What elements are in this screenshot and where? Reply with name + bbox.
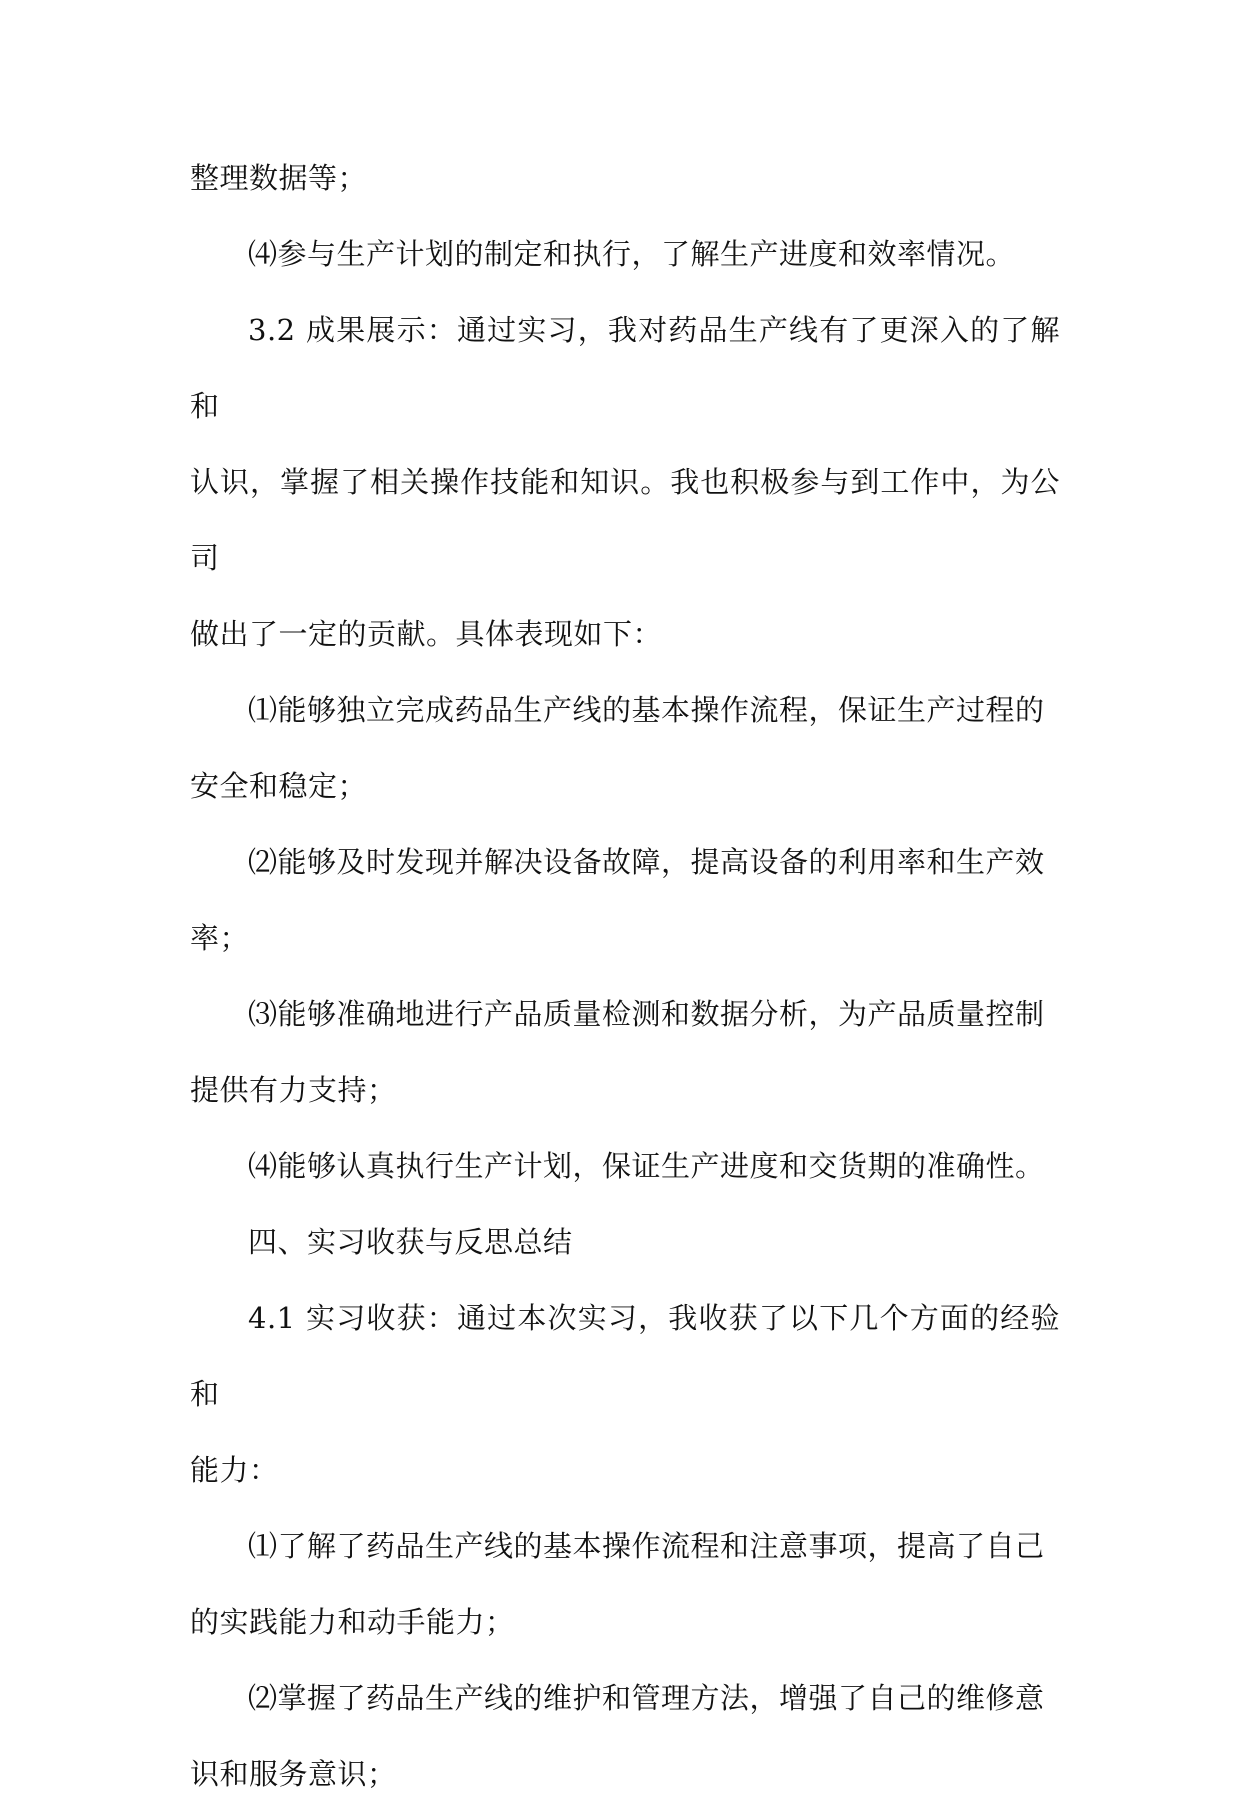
paragraph-continuation: [190, 140, 1060, 216]
paragraph-result-2: [190, 824, 1060, 976]
text-line: 提供有力支持；: [190, 1073, 397, 1107]
text-line: 整理数据等；: [190, 161, 368, 195]
paragraph-result-4: [190, 1128, 1060, 1204]
paragraph-gain-2: [190, 1660, 1060, 1812]
text-line: ⑷参与生产计划的制定和执行，了解生产进度和效率情况。: [248, 237, 1016, 271]
text-line: 认识，掌握了相关操作技能和知识。我也积极参与到工作中，为公司: [190, 465, 1060, 575]
text-line: 做出了一定的贡献。具体表现如下：: [190, 617, 663, 651]
text-line: 能力：: [190, 1453, 279, 1487]
paragraph-section-3-2: [190, 292, 1060, 672]
document-body: [190, 140, 1060, 1812]
text-line: ⑴能够独立完成药品生产线的基本操作流程，保证生产过程的: [248, 693, 1045, 727]
paragraph-item-4-plan: [190, 216, 1060, 292]
text-line: 率；: [190, 921, 250, 955]
text-line: ⑵掌握了药品生产线的维护和管理方法，增强了自己的维修意: [248, 1681, 1045, 1715]
paragraph-section-4-1: [190, 1280, 1060, 1508]
paragraph-result-1: [190, 672, 1060, 824]
paragraph-gain-1: [190, 1508, 1060, 1660]
section-heading-4: [190, 1204, 1060, 1280]
text-line: 3.2 成果展示：通过实习，我对药品生产线有了更深入的了解和: [190, 313, 1060, 423]
text-line: ⑴了解了药品生产线的基本操作流程和注意事项，提高了自己: [248, 1529, 1045, 1563]
text-line: ⑵能够及时发现并解决设备故障，提高设备的利用率和生产效: [248, 845, 1045, 879]
paragraph-result-3: [190, 976, 1060, 1128]
text-line: 4.1 实习收获：通过本次实习，我收获了以下几个方面的经验和: [190, 1301, 1060, 1411]
text-line: 的实践能力和动手能力；: [190, 1605, 515, 1639]
text-line: 安全和稳定；: [190, 769, 368, 803]
text-line: ⑶能够准确地进行产品质量检测和数据分析，为产品质量控制: [248, 997, 1045, 1031]
heading-line: 四、实习收获与反思总结: [248, 1225, 573, 1259]
text-line: ⑷能够认真执行生产计划，保证生产进度和交货期的准确性。: [248, 1149, 1045, 1183]
text-line: 识和服务意识；: [190, 1757, 397, 1791]
